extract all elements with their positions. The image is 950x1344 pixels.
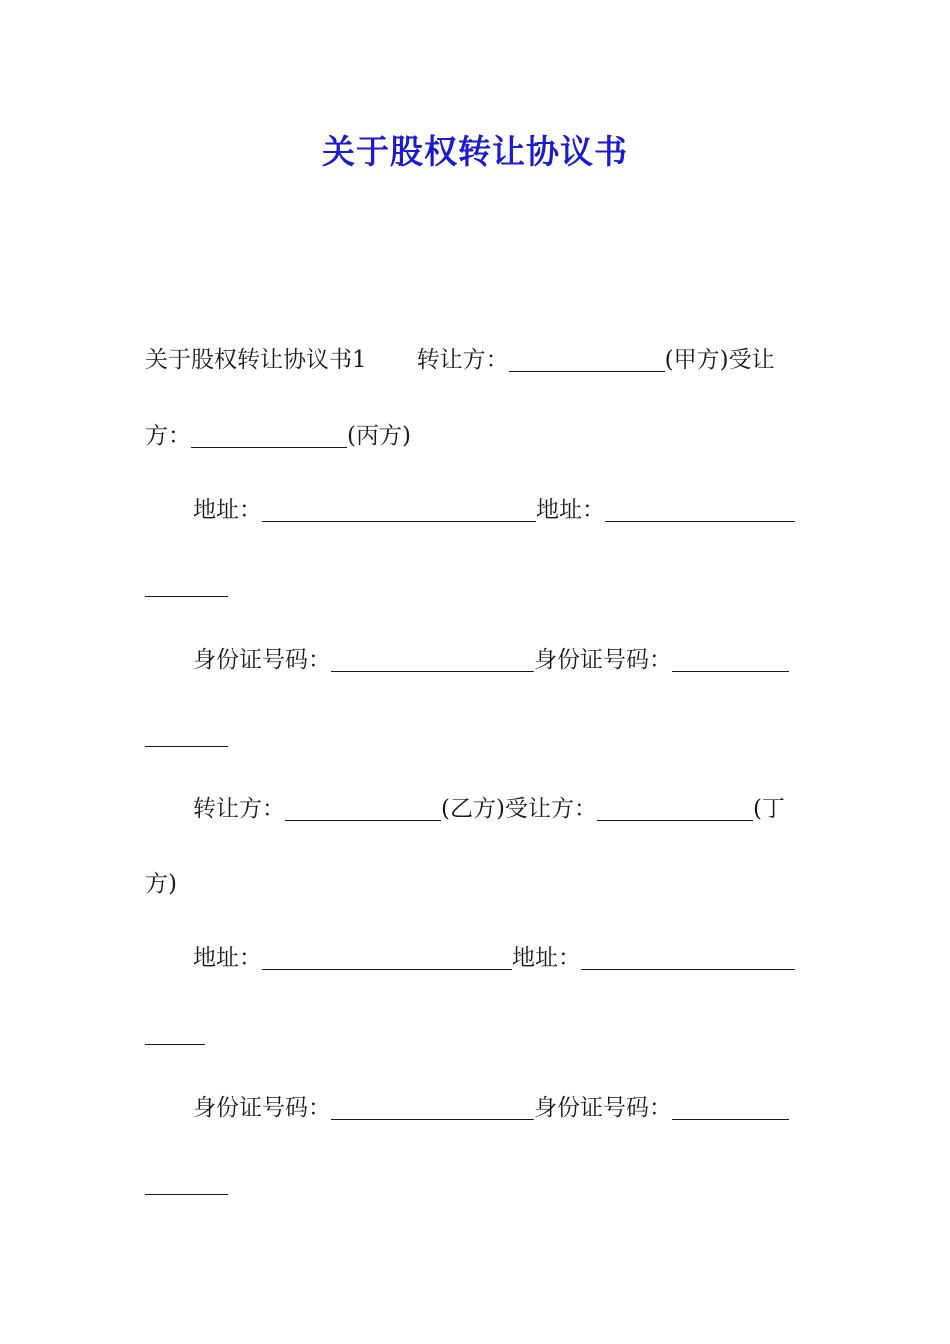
address-blank-a	[262, 499, 536, 522]
address-blank-d-continued	[145, 1022, 205, 1045]
address-label-b: 地址：	[193, 945, 262, 971]
id-label-b: 身份证号码：	[193, 1095, 331, 1121]
address-blank-b	[262, 947, 512, 970]
party-b-line	[193, 794, 807, 824]
party-c-tag: (丙方)	[347, 423, 411, 449]
address-continuation-1	[145, 570, 807, 600]
party-a-blank	[509, 349, 665, 372]
address-blank-d	[581, 947, 795, 970]
id-label-a: 身份证号码：	[193, 647, 331, 673]
party-a-label: 转让方：	[416, 347, 509, 373]
party-d-blank	[597, 798, 753, 821]
document-title: 关于股权转让协议书	[322, 132, 628, 171]
party-b-blank	[285, 798, 441, 821]
id-continuation-2	[145, 1168, 807, 1198]
id-blank-d	[672, 1097, 789, 1120]
party-b-label: 转让方：	[193, 796, 285, 822]
id-label-d: 身份证号码：	[534, 1095, 672, 1121]
id-line-1	[193, 645, 807, 675]
address-label-a: 地址：	[193, 497, 262, 523]
id-blank-a	[331, 649, 534, 672]
party-c-line	[145, 421, 807, 451]
id-continuation-1	[145, 720, 807, 750]
party-d-tag-start: (丁	[752, 796, 785, 822]
address-label-c: 地址：	[536, 497, 605, 523]
id-blank-c	[672, 649, 789, 672]
party-d-line	[145, 869, 807, 899]
id-line-2	[193, 1093, 807, 1123]
id-label-c: 身份证号码：	[534, 647, 672, 673]
id-blank-c-continued	[145, 724, 228, 747]
address-blank-c-continued	[145, 574, 228, 597]
party-c-label: 方：	[145, 423, 191, 449]
address-line-2	[193, 943, 807, 973]
party-c-blank	[191, 425, 347, 448]
id-blank-b	[331, 1097, 534, 1120]
intro-heading: 关于股权转让协议书1	[145, 347, 367, 373]
party-d-tag-end: 方)	[145, 871, 177, 897]
intro-line	[145, 345, 807, 375]
address-blank-c	[605, 499, 795, 522]
address-label-d: 地址：	[512, 945, 581, 971]
party-b-tag: (乙方)受让方：	[441, 796, 597, 822]
party-a-tag: (甲方)受让	[664, 347, 775, 373]
address-continuation-2	[145, 1018, 807, 1048]
id-blank-d-continued	[145, 1172, 228, 1195]
address-line-1	[193, 495, 807, 525]
